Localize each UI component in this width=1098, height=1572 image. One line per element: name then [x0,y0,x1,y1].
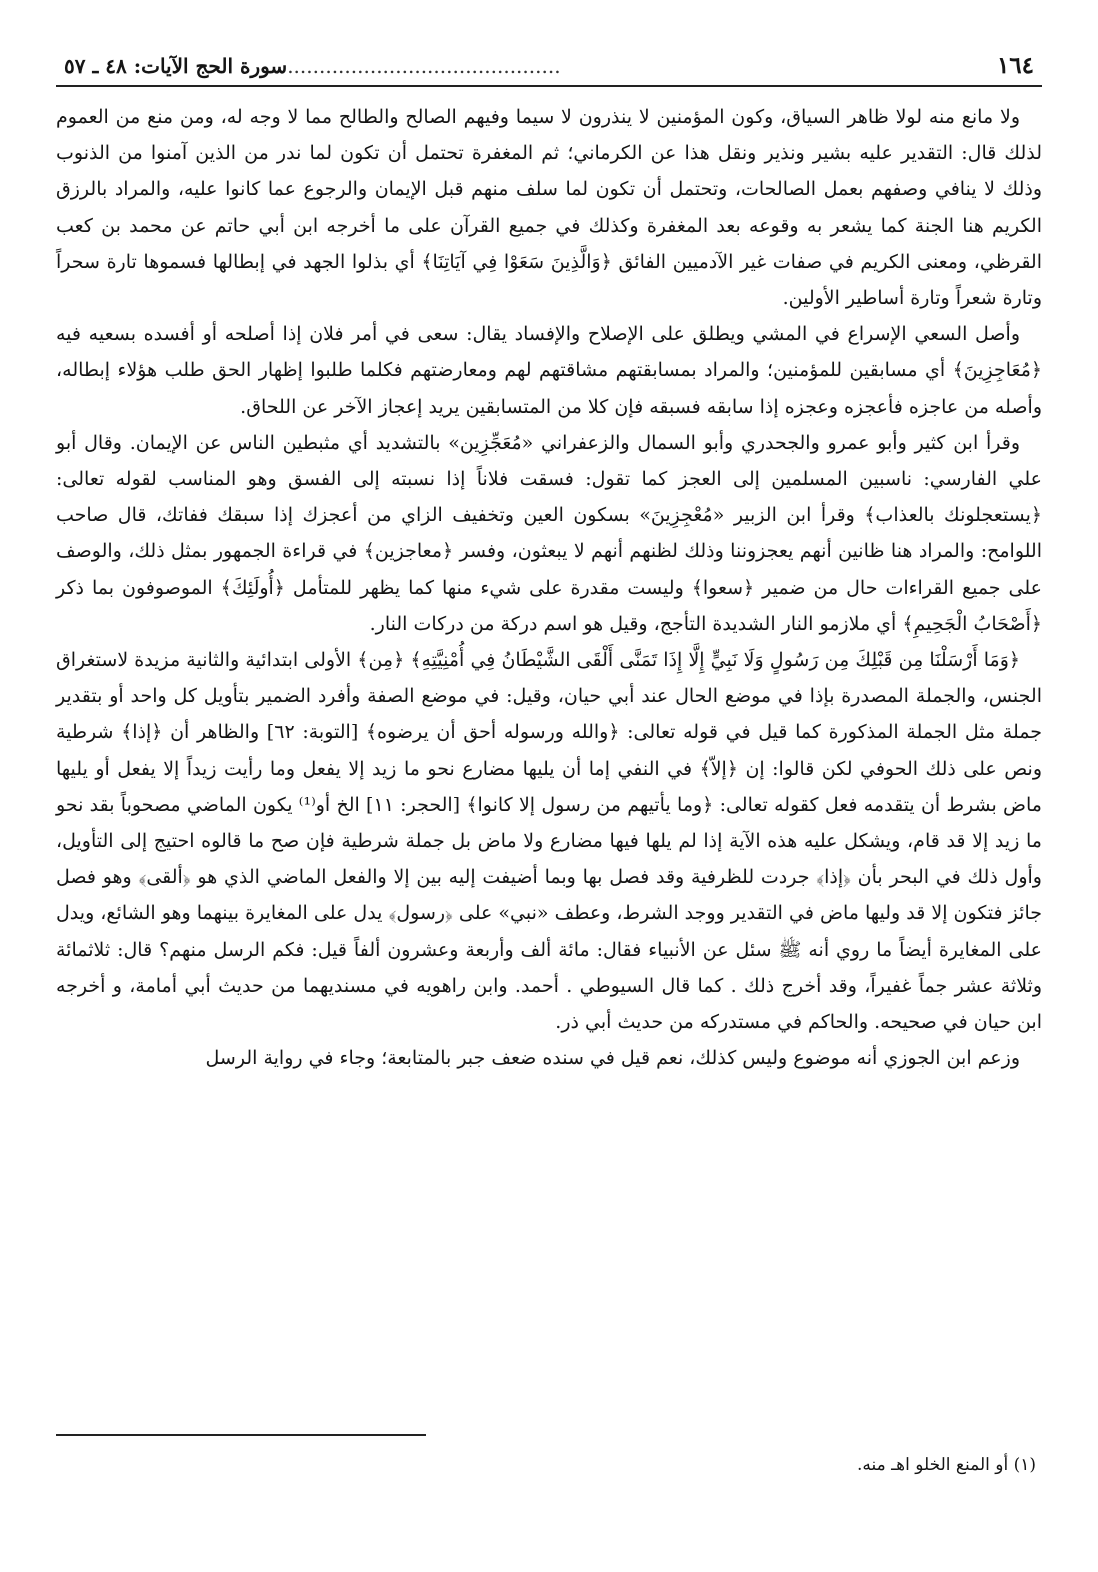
paragraph: ﴿وَمَا أَرْسَلْنَا مِن قَبْلِكَ مِن رَسُولٍ وَلَا نَبِيٍّ إِلَّا إِذَا تَمَنَّى أَلْقَى الشَّيْطَانُ فِي أُمْنِيَّتِهِ﴾ ﴿مِن﴾ الأولى ابتدائية والثانية مزيدة لاستغراق الجنس، والجملة المصدرة بإذا في موضع الحال عند أبي حيان، وقيل: في موضع الصفة وأفرد الضمير بتأويل كل واحد أو بتقدير جملة مثل الجملة المذكورة كما قيل في قوله تعالى: ﴿والله ورسوله أحق أن يرضوه﴾ [التوبة: ٦٢] والظاهر أن ﴿إذا﴾ شرطية ونص على ذلك الحوفي لكن قالوا: إن ﴿إلاّ﴾ في النفي إما أن يليها مضارع نحو ما زيد إلا يفعل وما رأيت زيداً إلا يفعل أو يليها ماض بشرط أن يتقدمه فعل كقوله تعالى: ﴿وما يأتيهم من رسول إلا كانوا﴾ [الحجر: ١١] الخ أو⁽¹⁾ يكون الماضي مصحوباً بقد نحو ما زيد إلا قد قام، ويشكل عليه هذه الآية إذا لم يلها فيها مضارع ولا ماض بل جملة شرطية فإن صح ما قالوه احتيج إلى التأويل، وأول ذلك في البحر بأن ﴿إذا﴾ جردت للظرفية وقد فصل بها وبما أضيفت إليه بين إلا والفعل الماضي الذي هو ﴿ألقى﴾ وهو فصل جائز فتكون إلا قد وليها ماض في التقدير ووجد الشرط، وعطف «نبي» على ﴿رسول﴾ يدل على المغايرة بينهما وهو الشائع، ويدل على المغايرة أيضاً ما روي أنه ﷺ سئل عن الأنبياء فقال: مائة ألف وأربعة وعشرون ألفاً قيل: فكم الرسل منهم؟ قال: ثلاثمائة وثلاثة عشر جماً غفيراً، وقد أخرج ذلك . كما قال السيوطي . أحمد. وابن راهويه في مسنديهما من حديث أبي أمامة، و أخرجه ابن حيان في صحيحه. والحاكم في مستدركه من حديث أبي ذر. [56,649,1043,1034]
leader-dots: ........................................... [287,54,561,78]
footnote: (١) أو المنع الخلو اهـ منه. [857,1455,1036,1475]
paragraph: وزعم ابن الجوزي أنه موضوع وليس كذلك، نعم قيل في سنده ضعف جبر بالمتابعة؛ وجاء في رواية الرسل [205,1047,1020,1070]
footnote-separator [56,1434,426,1436]
paragraph: وقرأ ابن كثير وأبو عمرو والجحدري وأبو السمال والزعفراني «مُعَجِّزِين» بالتشديد أي مثبطين الناس عن الإيمان. وقال أبو علي الفارسي: ناسبين المسلمين إلى العجز كما تقول: فسقت فلاناً إذا نسبته إلى الفسق وهو المناسب لقوله تعالى: ﴿يستعجلونك بالعذاب﴾ وقرأ ابن الزبير «مُعْجِزِينَ» بسكون العين وتخفيف الزاي من أعجزك إذا سبقك ففاتك، قال صاحب اللوامح: والمراد هنا ظانين أنهم يعجزوننا وذلك لظنهم أنهم لا يبعثون، وفسر ﴿معاجزين﴾ في قراءة الجمهور بمثل ذلك، والوصف على جميع القراءات حال من ضمير ﴿سعوا﴾ وليست مقدرة على شيء منها كما يظهر للمتأمل ﴿أُولَئِكَ﴾ الموصوفون بما ذكر ﴿أَصْحَابُ الْجَحِيمِ﴾ أي ملازمو النار الشديدة التأجج، وقيل هو اسم دركة من دركات النار. [56,431,1042,635]
running-head [56,52,1042,87]
paragraph: وأصل السعي الإسراع في المشي ويطلق على الإصلاح والإفساد يقال: سعى في أمر فلان إذا أصلحه أو أفسده بسعيه فيه ﴿مُعَاجِزِينَ﴾ أي مسابقين للمؤمنين؛ والمراد بمسابقتهم مشاقتهم لهم ومعارضتهم فكلما طلبوا إظهار الحق طلب هؤلاء إبطاله، وأصله من عاجزه فأعجزه وعجزه إذا سابقه فسبقه فإن كلا من المتسابقين يريد إعجاز الآخر عن اللحاق. [56,323,1042,418]
paragraph: ولا مانع منه لولا ظاهر السياق، وكون المؤمنين لا ينذرون لا سيما وفيهم الصالح والطالح مما لا وجه له، ومن منع من العموم لذلك قال: التقدير عليه بشير ونذير ونقل هذا عن الكرماني؛ ثم المغفرة تحتمل أن تكون لما ندر من الذين آمنوا من الذنوب وذلك لا ينافي وصفهم بعمل الصالحات، وتحتمل أن تكون لما سلف منهم قبل الإيمان والرجوع عما كانوا عليه، والمراد بالرزق الكريم هنا الجنة كما يشعر به وقوعه بعد المغفرة وكذلك في جميع القرآن على ما أخرجه ابن أبي حاتم عن محمد بن كعب القرظي، ومعنى الكريم في صفات غير الآدميين الفائق ﴿وَالَّذِينَ سَعَوْا فِي آيَاتِنَا﴾ أي بذلوا الجهد في إبطالها فسموها تارة سحراً وتارة شعراً وتارة أساطير الأولين. [56,106,1042,310]
surah-title: سورة الحج الآيات: ٤٨ ـ ٥٧ [64,54,288,78]
body-text [56,99,1042,1076]
surah-verse-range [64,54,561,78]
page-number: ١٦٤ [996,52,1034,79]
